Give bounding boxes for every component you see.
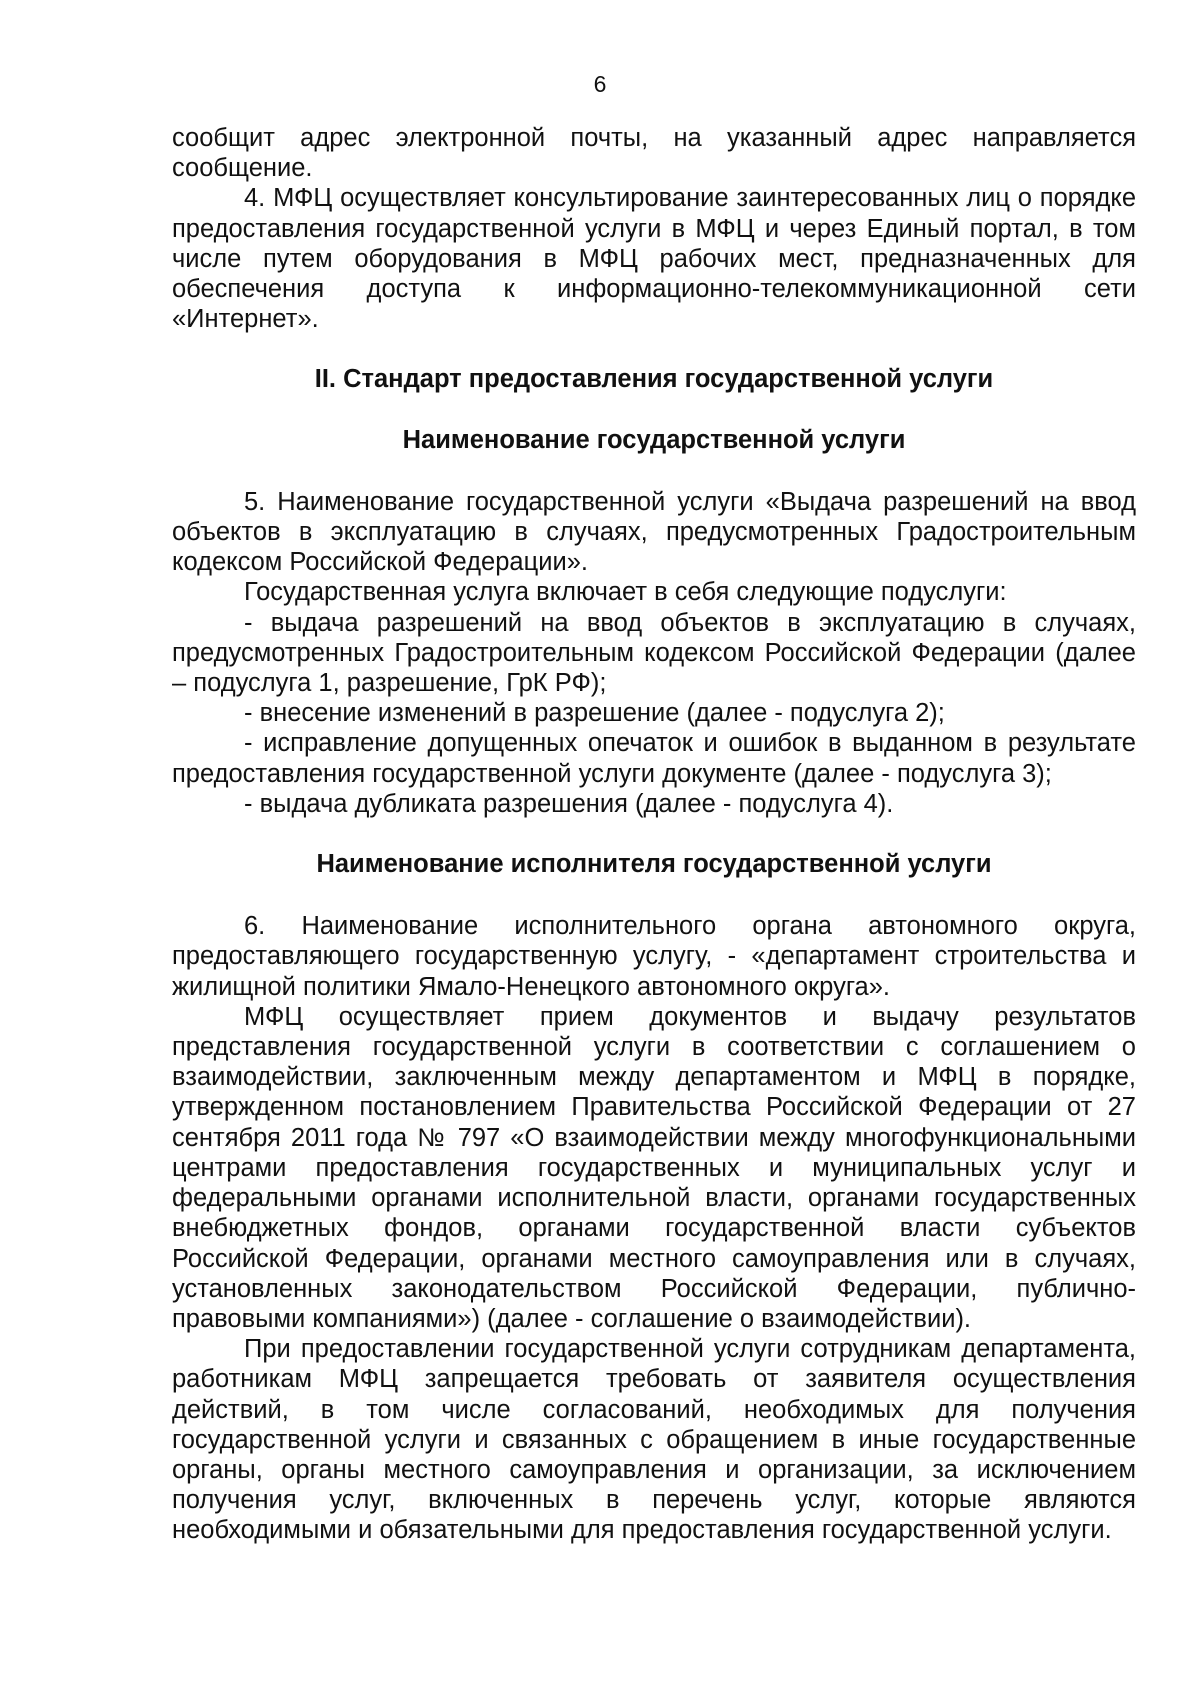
list-item-subservice-2: - внесение изменений в разрешение (далее - подуслуга 2); xyxy=(244,699,945,728)
paragraph-item-6: 6. Наименование исполнительного органа автономного округа, предоставляющего государственную услугу, - «департамент строительства и жилищной политики Ямало-Ненецкого автономного округа». xyxy=(172,912,1136,1001)
page-number: 6 xyxy=(593,71,607,97)
subsection-heading-service-name: Наименование государственной услуги xyxy=(402,425,906,454)
paragraph-subservices-intro: Государственная услуга включает в себя следующие подуслуги: xyxy=(244,578,1007,607)
list-item-subservice-4: - выдача дубликата разрешения (далее - подуслуга 4). xyxy=(244,789,894,818)
paragraph-mfc-agreement: МФЦ осуществляет прием документов и выдачу результатов представления государственной услуги в соответствии с соглашением о взаимодействии, заключенным между департаментом и МФЦ в порядке, утвержденном постановлением Правительства Российской Федерации от 27 сентября 2011 года № 797 «О взаимодействии между многофункциональными центрами предоставления государственных и муниципальных услуг и федеральными органами исполнительной власти, органами государственных внебюджетных фондов, органами государственной власти субъектов Российской Федерации, органами местного самоуправления или в случаях, установленных законодательством Российской Федерации, публично-правовыми компаниями») (далее - соглашение о взаимодействии). xyxy=(172,1002,1136,1333)
section-heading: II. Стандарт предоставления государственной услуги xyxy=(314,365,994,394)
paragraph-continuation: сообщит адрес электронной почты, на указанный адрес направляется сообщение. xyxy=(172,124,1136,183)
document-body xyxy=(172,123,1136,1546)
paragraph-item-4: 4. МФЦ осуществляет консультирование заинтересованных лиц о порядке предоставления государственной услуги в МФЦ и через Единый портал, в том числе путем оборудования в МФЦ рабочих мест, предназначенных для обеспечения доступа к информационно-телекоммуникационной сети «Интернет». xyxy=(172,184,1136,334)
list-item-subservice-3: - исправление допущенных опечаток и ошибок в выданном в результате предоставления государственной услуги документе (далее - подуслуга 3); xyxy=(172,729,1136,788)
list-item-subservice-1: - выдача разрешений на ввод объектов в эксплуатацию в случаях, предусмотренных Градостроительным кодексом Российской Федерации (далее – подуслуга 1, разрешение, ГрК РФ); xyxy=(172,608,1136,698)
subsection-heading-executor: Наименование исполнителя государственной услуги xyxy=(316,850,992,879)
paragraph-item-5: 5. Наименование государственной услуги «Выдача разрешений на ввод объектов в эксплуатацию в случаях, предусмотренных Градостроительным кодексом Российской Федерации». xyxy=(172,487,1136,577)
paragraph-prohibition: При предоставлении государственной услуги сотрудникам департамента, работникам МФЦ запрещается требовать от заявителя осуществления действий, в том числе согласований, необходимых для получения государственной услуги и связанных с обращением в иные государственные органы, органы местного самоуправления и организации, за исключением получения услуг, включенных в перечень услуг, которые являются необходимыми и обязательными для предоставления государственной услуги. xyxy=(172,1335,1136,1545)
